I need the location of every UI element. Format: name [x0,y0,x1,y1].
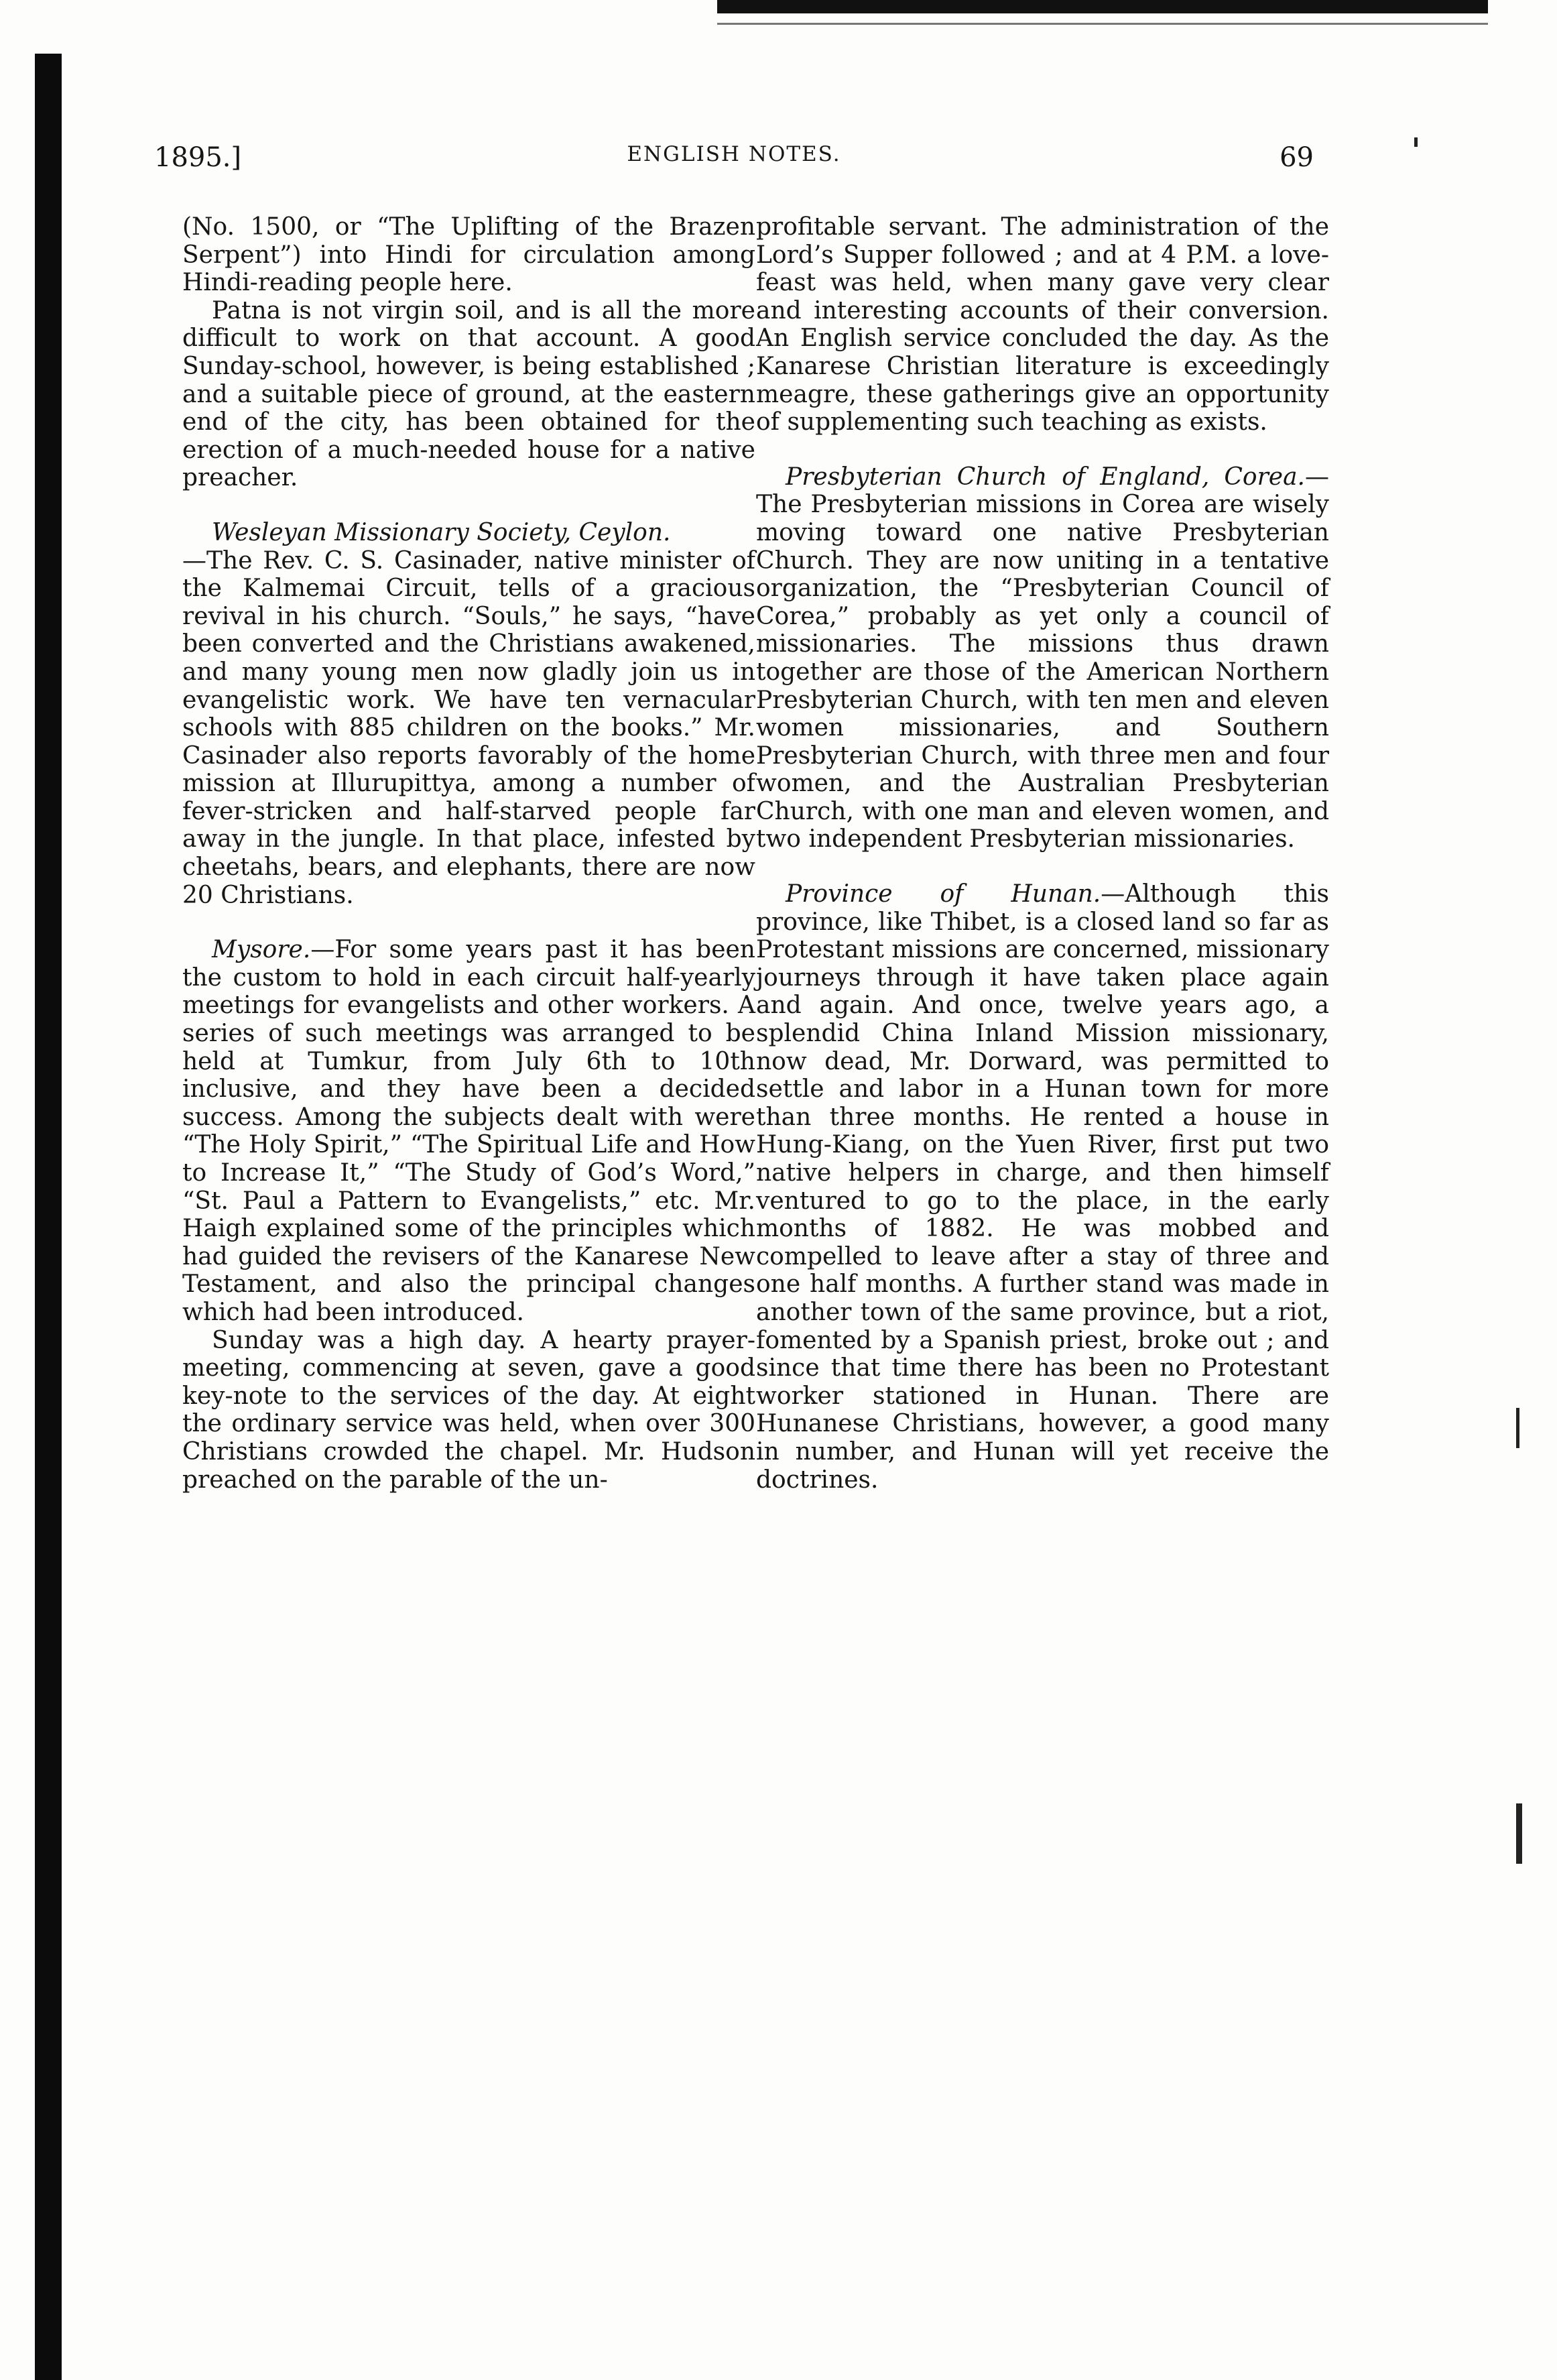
paragraph: Patna is not virgin soil, and is all the more difficult to work on that account. A good Sunday-school, however, is being established ; and a suitable piece of ground, at the eastern end of the city, has been obtained for the erection of a much-needed house for a native preacher. [182,296,755,492]
header-title: ENGLISH NOTES. [627,142,841,166]
section-text: —The Rev. C. S. Casinader, native minister of the Kalmemai Circuit, tells of a gracious revival in his church. “Souls,” he says, “have been converted and the Christians awakened, and many young men now gladly join us in evangelistic work. We have ten vernacular schools with 885 children on the books.” Mr. Casinader also reports favorably of the home mission at Illurupittya, among a number of fever-stricken and half-starved people far away in the jungle. In that place, infested by cheetahs, bears, and elephants, there are now 20 Christians. [182,546,755,909]
left-column [182,213,755,1494]
scan-speck [1516,1803,1522,1864]
section-presbyterian-corea [756,463,1329,853]
section-heading: Wesleyan Missionary Society, Ceylon. [212,518,671,546]
running-header [154,142,1314,182]
right-column [756,213,1329,1494]
paragraph: Sunday was a high day. A hearty prayer-meeting, commencing at seven, gave a good key-note to the services of the day. At eight the ordinary service was held, when over 300 Christians crowded the chapel. Mr. Hudson preached on the parable of the un- [182,1326,755,1494]
section-text: —For some years past it has been the custom to hold in each circuit half-yearly meetings for evangelists and other workers. A series of such meetings was arranged to be held at Tumkur, from July 6th to 10th inclusive, and they have been a decided success. Among the subjects dealt with were “The Holy Spirit,” “The Spiritual Life and How to Increase It,” “The Study of God’s Word,” “St. Paul a Pattern to Evangelists,” etc. Mr. Haigh explained some of the principles which had guided the revisers of the Kanarese New Testament, and also the principal changes which had been introduced. [182,936,755,1326]
page-number: 69 [1280,142,1314,173]
scan-speck [1516,1408,1519,1448]
section-hunan [756,880,1329,1494]
section-text: —The Presbyterian missions in Corea are wisely moving toward one native Presbyterian Church. They are now uniting in a tentative organization, the “Presbyterian Council of Corea,” probably as yet only a council of missionaries. The missions thus drawn together are those of the American Northern Presbyterian Church, with ten men and eleven women missionaries, and Southern Presbyterian Church, with three men and four women, and the Australian Presbyterian Church, with one man and eleven women, and two independent Presbyterian missionaries. [756,463,1329,853]
section-heading: Presbyterian Church of England, Corea. [786,463,1305,491]
section-wesleyan [182,519,755,909]
section-heading: Mysore. [212,936,311,964]
section-heading: Province of Hunan. [786,880,1101,908]
section-mysore [182,936,755,1326]
scan-speck [1414,137,1418,147]
binding-edge [35,54,62,2380]
paragraph: (No. 1500, or “The Uplifting of the Brazen Serpent”) into Hindi for circulation among Hindi-reading people here. [182,213,755,297]
top-thin-rule [717,23,1488,25]
section-text: —Although this province, like Thibet, is a closed land so far as Protestant missions are concerned, missionary journeys through it have taken place again and again. And once, twelve years ago, a splendid China Inland Mission missionary, now dead, Mr. Dorward, was permitted to settle and labor in a Hunan town for more than three months. He rented a house in Hung-Kiang, on the Yuen River, first put two native helpers in charge, and then himself ventured to go to the place, in the early months of 1882. He was mobbed and compelled to leave after a stay of three and one half months. A further stand was made in another town of the same province, but a riot, fomented by a Spanish priest, broke out ; and since that time there has been no Protestant worker stationed in Hunan. There are Hunanese Christians, however, a good many in number, and Hunan will yet receive the doctrines. [756,880,1329,1494]
paragraph: profitable servant. The administration of the Lord’s Supper followed ; and at 4 P.M. a love-feast was held, when many gave very clear and interesting accounts of their conversion. An English service concluded the day. As the Kanarese Christian literature is exceedingly meagre, these gatherings give an opportunity of supplementing such teaching as exists. [756,213,1329,436]
header-year: 1895.] [154,142,242,173]
top-border-rule [717,0,1488,13]
